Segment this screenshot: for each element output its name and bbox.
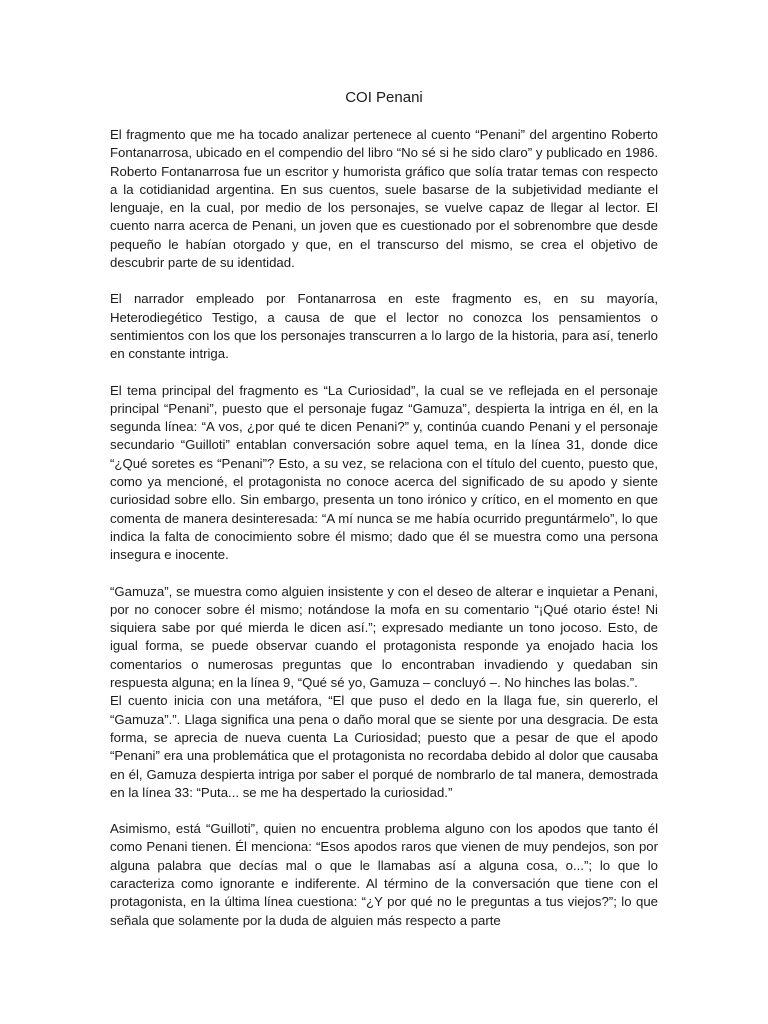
paragraph-metaphor: El cuento inicia con una metáfora, “El que puso el dedo en la llaga fue, sin quererlo, el “Gamuza”.”. Llaga significa una pena o daño moral que se siente por una desgracia. De esta forma, se aprecia de nueva cuenta La Curiosidad; puesto que a pesar de que el apodo “Penani” era una problemática que el protagonista no recordaba debido al dolor que causaba en él, Gamuza despierta intriga por saber el porqué de nombrarlo de tal manera, demostrada en la línea 33: “Puta... se me ha despertado la curiosidad.”: [110, 693, 658, 800]
paragraph-gamuza: “Gamuza”, se muestra como alguien insistente y con el deseo de alterar e inquietar a Penani, por no conocer sobre él mismo; notándose la mofa en su comentario “¡Qué otario éste! Ni siquiera sabe por qué mierda le dicen así.”; expresado mediante un tono jocoso. Esto, de igual forma, se puede observar cuando el protagonista responde ya enojado hacia los comentarios o numerosas preguntas que lo encontraban invadiendo y quedaban sin respuesta alguna; en la línea 9, “Qué sé yo, Gamuza – concluyó –. No hinches las bolas.”.: [110, 583, 658, 691]
paragraph-intro: El fragmento que me ha tocado analizar pertenece al cuento “Penani” del argentino Roberto Fontanarrosa, ubicado en el compendio del libro “No sé si he sido claro” y publicado en 1986. Roberto Fontanarrosa fue un escritor y humorista gráfico que solía tratar temas con respecto a la cotidianidad argentina. En sus cuentos, suele basarse de la subjetividad mediante el lenguaje, en la cual, por medio de los personajes, se vuelve capaz de llegar al lector. El cuento narra acerca de Penani, un joven que es cuestionado por el sobrenombre que desde pequeño le habían otorgado y que, en el transcurso del mismo, se crea el objetivo de descubrir parte de su identidad.: [110, 127, 658, 271]
paragraph-main-theme: El tema principal del fragmento es “La Curiosidad”, la cual se ve reflejada en el personaje principal “Penani”, puesto que el personaje fugaz “Gamuza”, despierta la intriga en él, en la segunda línea: “A vos, ¿por qué te dicen Penani?” y, continúa cuando Penani y el personaje secundario “Guilloti” entablan conversación sobre aquel tema, en la línea 31, donde dice “¿Qué soretes es “Penani”? Esto, a su vez, se relaciona con el título del cuento, puesto que, como ya mencioné, el protagonista no conoce acerca del significado de su apodo y siente curiosidad sobre ello. Sin embargo, presenta un tono irónico y crítico, en el momento en que comenta de manera desinteresada: “A mí nunca se me había ocurrido preguntármelo”, lo que indica la falta de conocimiento sobre él mismo; dado que él se muestra como una persona insegura e inocente.: [110, 382, 658, 563]
document-title: COI Penani: [345, 89, 423, 106]
paragraph-narrator: El narrador empleado por Fontanarrosa en este fragmento es, en su mayoría, Heterodiegético Testigo, a causa de que el lector no conozca los pensamientos o sentimientos con los que los personajes transcurren a lo largo de la historia, para así, tenerlo en constante intriga.: [110, 291, 658, 362]
paragraph-guilloti: Asimismo, está “Guilloti”, quien no encuentra problema alguno con los apodos que tanto él como Penani tienen. Él menciona: “Esos apodos raros que vienen de muy pendejos, son por alguna palabra que decías mal o que le llamabas así a alguna cosa, o...”; lo que lo caracteriza como ignorante e indiferente. Al término de la conversación que tiene con el protagonista, en la última línea cuestiona: “¿Y por qué no le preguntas a tus viejos?”; lo que señala que solamente por la duda de alguien más respecto a parte: [110, 821, 658, 928]
